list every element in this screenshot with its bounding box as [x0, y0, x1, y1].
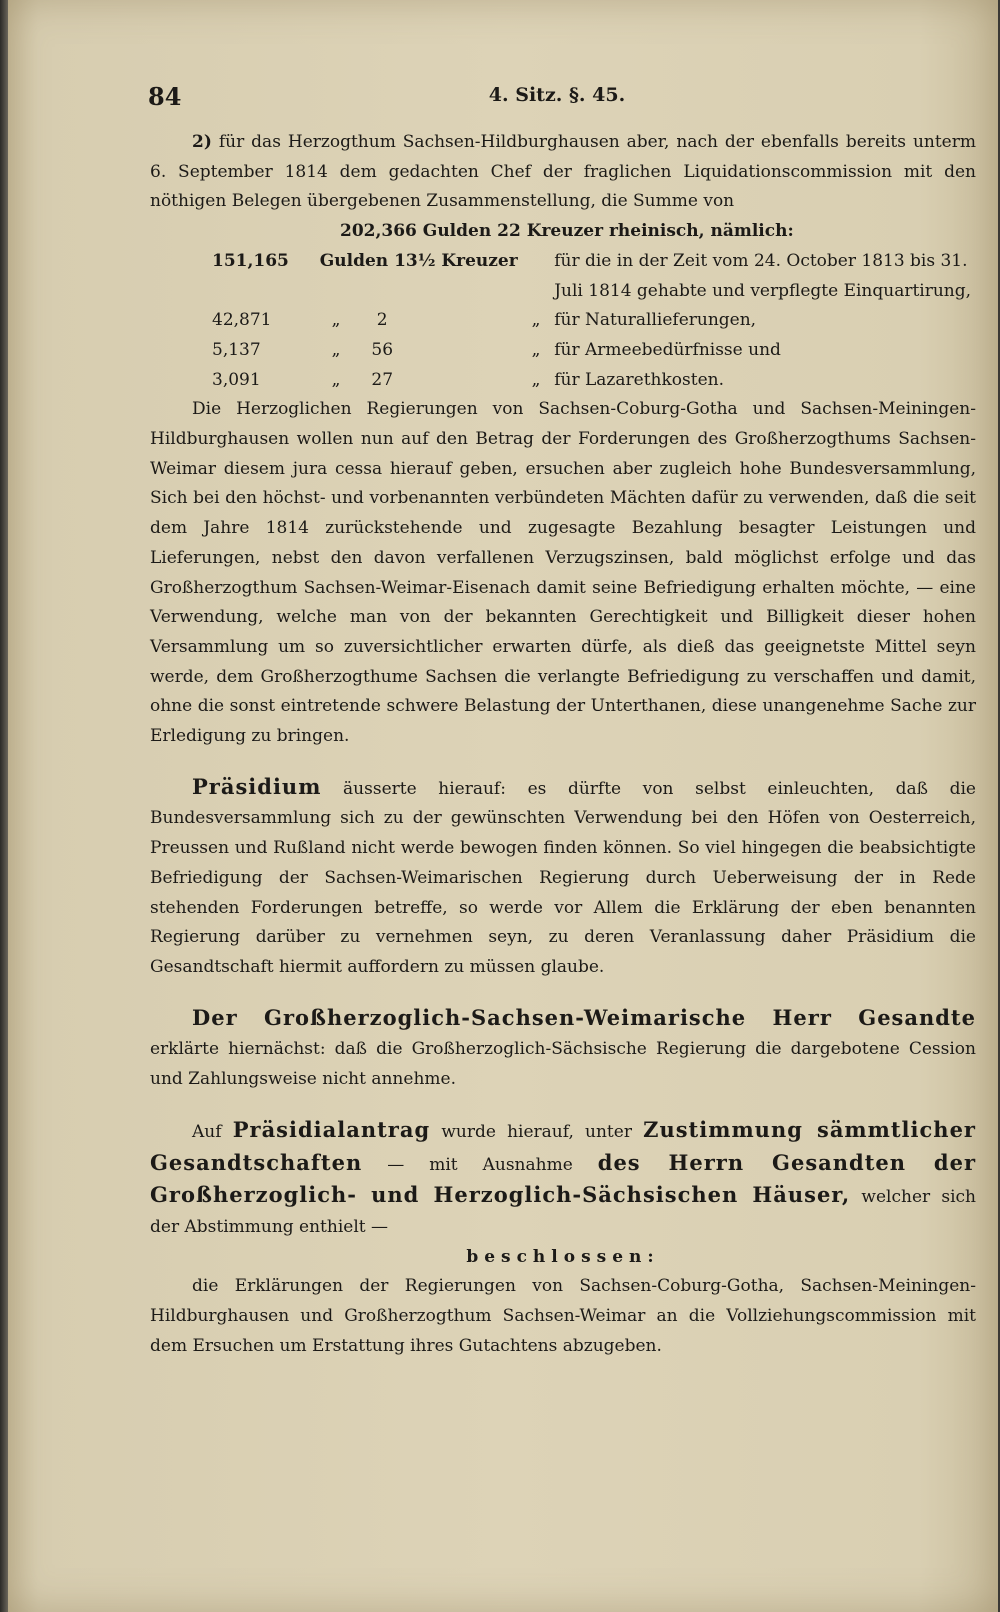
item-marker: 2)	[192, 132, 212, 152]
sum-breakdown-table	[212, 247, 976, 396]
spacer	[150, 1095, 976, 1115]
ditto-mark: „	[331, 310, 341, 331]
paragraph-text: erklärte hiernächst: daß die Großherzoglich-Sächsische Regierung die dargebotene Cession und Zahlungsweise nicht annehme.	[150, 1039, 976, 1090]
book-spine-edge	[0, 0, 8, 1612]
emphasis-praesidialantrag: Präsidialantrag	[232, 1116, 431, 1142]
unit-cell	[412, 306, 518, 336]
running-head: 4. Sitz. §. 45.	[488, 84, 626, 106]
table-row	[212, 306, 976, 336]
kreuzer-cell: 27	[371, 369, 394, 390]
text-run: wurde hierauf, unter	[441, 1121, 632, 1142]
paragraph-praesidium	[150, 772, 976, 983]
emphasis-zustimmung: Zustimmung sämmtlicher Gesandtschaften	[150, 1116, 976, 1175]
table-row	[212, 247, 976, 306]
emphasis-gesandten: des Herrn Gesandten der Großherzoglich- und Herzoglich-Sächsischen Häuser,	[150, 1149, 977, 1208]
speaker-praesidium: Präsidium	[192, 773, 322, 799]
spacer	[150, 983, 976, 1003]
amount-cell: 42,871	[212, 310, 272, 331]
resolution-heading: beschlossen:	[466, 1246, 660, 1267]
book-page	[8, 0, 998, 1612]
spacer	[150, 752, 976, 772]
table-row	[212, 366, 976, 396]
ditto-mark: „	[531, 310, 541, 331]
kreuzer-cell: 2	[376, 310, 388, 331]
paragraph-text: für das Herzogthum Sachsen-Hildburghausen aber, nach der ebenfalls bereits unterm 6. September 1814 dem gedachten Chef der fraglichen Liquidationscommission mit den nöthigen Belegen übergebenen Zusammenstellung, die Summe von	[150, 132, 976, 212]
paragraph-text: äusserte hierauf: es dürfte von selbst einleuchten, daß die Bundesversammlung sich zu der gewünschten Verwendung bei den Höfen von Oesterreich, Preussen und Rußland nicht werde bewogen finden können. So viel hingegen die beabsichtigte Befriedigung der Sachsen-Weimarischen Regierung durch Ueberweisung der in Rede stehenden Forderungen betreffe, so werde vor Allem die Erklärung der eben benannten Regierung darüber zu vernehmen seyn, zu deren Veranlassung daher Präsidium die Gesandtschaft hiermit auffordern zu müssen glaube.	[150, 778, 976, 977]
unit-cell: Gulden 13½ Kreuzer	[319, 250, 518, 271]
paragraph-resolution: die Erklärungen der Regierungen von Sachsen-Coburg-Gotha, Sachsen-Meiningen-Hildburghausen und Großherzogthum Sachsen-Weimar an die Vollziehungscommission mit dem Ersuchen um Erstattung ihres Gutachtens abzugeben.	[150, 1276, 976, 1356]
description-cell: für Armeebedürfnisse und	[554, 339, 781, 360]
unit-cell	[412, 336, 518, 366]
text-run: welcher sich der Abstimmung enthielt —	[150, 1187, 977, 1237]
text-run: — mit Ausnahme	[387, 1154, 573, 1175]
amount-cell: 3,091	[212, 369, 261, 390]
paragraph-gesandte	[150, 1003, 976, 1095]
description-cell: für Lazarethkosten.	[554, 369, 724, 390]
table-row	[212, 336, 976, 366]
paragraph-regierungen: Die Herzoglichen Regierungen von Sachsen-Coburg-Gotha und Sachsen-Meiningen-Hildburghausen wollen nun auf den Betrag der Forderungen des Großherzogthums Sachsen-Weimar diesem jura cessa hierauf geben, ersuchen aber zugleich hohe Bundesversammlung, Sich bei den höchst- und vorbenannten verbündeten Mächten dafür zu verwenden, daß die seit dem Jahre 1814 zurückstehende und zugesagte Bezahlung besagter Leistungen und Lieferungen, nebst den davon verfallenen Verzugszinsen, bald möglichst erfolge und das Großherzogthum Sachsen-Weimar-Eisenach damit seine Befriedigung erhalten möchte, — eine Verwendung, welche man von der bekannten Gerechtigkeit und Billigkeit dieser hohen Versammlung um so zuversichtlicher erwarten dürfe, als dieß das geeignetste Mittel seyn werde, dem Großherzogthume Sachsen die verlangte Befriedigung zu verschaffen und damit, ohne die sonst eintretende schwere Belastung der Unterthanen, diese unangenehme Sache zur Erledigung zu bringen.	[150, 399, 976, 747]
amount-cell: 151,165	[212, 250, 289, 271]
body-text	[150, 128, 976, 1361]
text-run: Auf	[192, 1121, 222, 1142]
description-cell: für Naturallieferungen,	[554, 310, 757, 331]
speaker-gesandte: Der Großherzoglich-Sachsen-Weimarische Herr Gesandte	[192, 1004, 976, 1030]
paragraph-antrag	[150, 1115, 976, 1243]
ditto-mark: „	[331, 339, 341, 360]
paragraph-hildburghausen	[150, 128, 976, 217]
ditto-mark: „	[331, 369, 341, 390]
page-header	[148, 82, 966, 118]
unit-cell	[412, 366, 518, 396]
kreuzer-cell: 56	[371, 339, 394, 360]
description-cell: für die in der Zeit vom 24. October 1813 bis 31. Juli 1814 gehabte und verpflegte Einquartirung,	[554, 250, 972, 301]
ditto-mark: „	[531, 339, 541, 360]
ditto-mark: „	[531, 369, 541, 390]
page-number: 84	[148, 82, 182, 111]
amount-cell: 5,137	[212, 339, 261, 360]
sum-total: 202,366 Gulden 22 Kreuzer rheinisch, nämlich:	[340, 221, 794, 242]
